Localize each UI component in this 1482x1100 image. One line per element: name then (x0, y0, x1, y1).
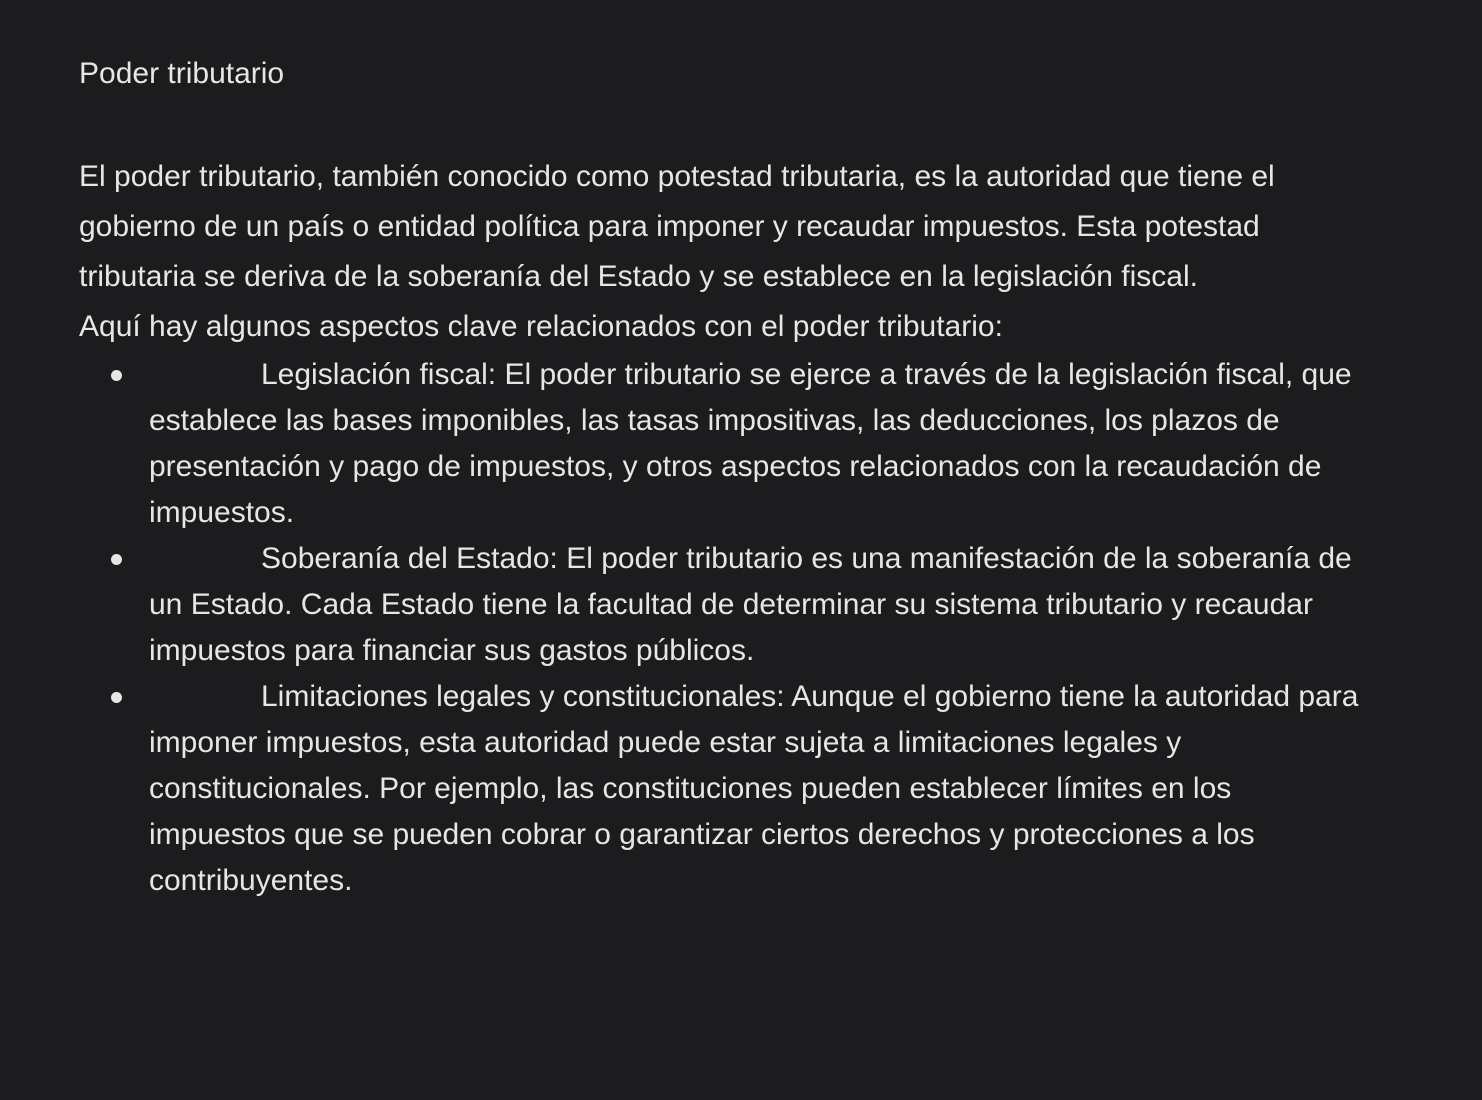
bullet-text: Legislación fiscal: El poder tributario se ejerce a través de la legislación fiscal, que establece las bases imponibles, las tasas impositivas, las deducciones, los plazos de presentación y pago de impuestos, y otros aspectos relacionados con la recaudación de impuestos. (149, 358, 1352, 529)
bullet-icon (111, 554, 122, 565)
bullet-text: Limitaciones legales y constitucionales: Aunque el gobierno tiene la autoridad para imponer impuestos, esta autoridad puede estar sujeta a limitaciones legales y constitucionales. Por ejemplo, las constituciones pueden establecer límites en los impuestos que se pueden cobrar o garantizar ciertos derechos y protecciones a los contribuyentes. (149, 680, 1359, 897)
note-title: Poder tributario (79, 57, 285, 90)
note-paragraph: El poder tributario, también conocido como potestad tributaria, es la autoridad que tiene el gobierno de un país o entidad política para imponer y recaudar impuestos. Esta potestad tributaria se deriva de la soberanía del Estado y se establece en la legislación fiscal. (79, 160, 1275, 293)
bullet-list (79, 352, 1369, 904)
bullet-icon (111, 692, 122, 703)
list-item (79, 674, 1369, 904)
note-intro: Aquí hay algunos aspectos clave relacionados con el poder tributario: (79, 310, 1003, 343)
bullet-icon (111, 370, 122, 381)
list-item (79, 536, 1369, 674)
note-body[interactable] (79, 52, 1369, 904)
list-item (79, 352, 1369, 536)
bullet-text: Soberanía del Estado: El poder tributario es una manifestación de la soberanía de un Estado. Cada Estado tiene la facultad de determinar su sistema tributario y recaudar impuestos para financiar sus gastos públicos. (149, 542, 1352, 667)
